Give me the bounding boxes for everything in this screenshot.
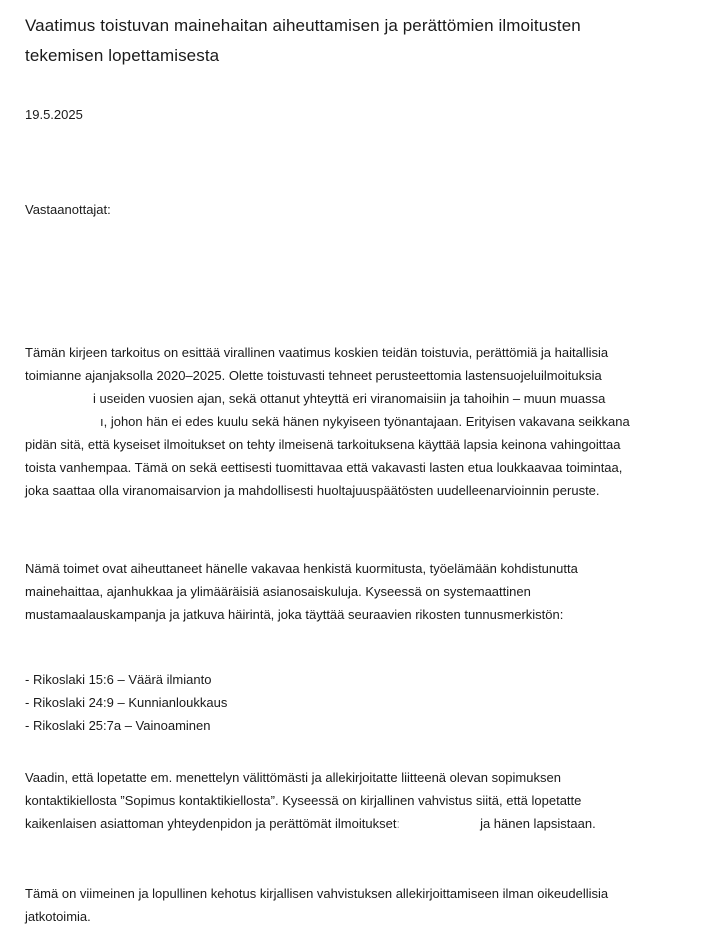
page-title [25, 11, 683, 71]
text-line [25, 410, 683, 433]
paragraph-harm-description [25, 557, 683, 626]
text-line: kontaktikiellosta ”Sopimus kontaktikiellosta”. Kyseessä on kirjallinen vahvistus siitä, että lopetatte [25, 793, 582, 808]
redacted-name-gap [25, 425, 100, 426]
title-line-2: tekemisen lopettamisesta [25, 46, 220, 65]
redacted-name-gap [25, 402, 93, 403]
text-line: Tämän kirjeen tarkoitus on esittää virallinen vaatimus koskien teidän toistuvia, perättömiä ja haitallisia [25, 345, 609, 360]
text-line [25, 812, 683, 835]
text-line: Tämä on viimeinen ja lopullinen kehotus kirjallisen vahvistuksen allekirjoittamiseen ilman oikeudellisia [25, 886, 609, 901]
text-line [25, 387, 683, 410]
text-line: jatkotoimia. [25, 909, 91, 924]
paragraph-demand-action [25, 766, 683, 835]
text-line: pidän sitä, että kyseiset ilmoitukset on tehty ilmeisenä tarkoituksena käyttää lapsia keinona vahingoittaa [25, 437, 621, 452]
text-fragment: ja hänen lapsistaan. [480, 816, 596, 831]
paragraph-final-notice [25, 882, 683, 928]
text-line: joka saattaa olla viranomaisarvion ja mahdollisesti huoltajuuspäätösten uudelleenarvioinnin peruste. [25, 483, 600, 498]
offense-list [25, 668, 683, 737]
list-item: - Rikoslaki 25:7a – Vainoaminen [25, 718, 211, 733]
text-fragment: i useiden vuosien ajan, sekä ottanut yhteyttä eri viranomaisiin ja tahoihin – muun muassa [93, 391, 606, 406]
redaction-remnant: : [396, 816, 401, 831]
title-line-1: Vaatimus toistuvan mainehaitan aiheuttamisen ja perättömien ilmoitusten [25, 16, 581, 35]
text-fragment: ı, johon hän ei edes kuulu sekä hänen nykyiseen työnantajaan. Erityisen vakavana seikkana [100, 414, 630, 429]
text-fragment: kaikenlaisen asiattoman yhteydenpidon ja perättömät ilmoitukset [25, 816, 397, 831]
list-item: - Rikoslaki 15:6 – Väärä ilmianto [25, 672, 212, 687]
text-line: Vaadin, että lopetatte em. menettelyn välittömästi ja allekirjoitatte liitteenä olevan sopimuksen [25, 770, 561, 785]
text-line: mustamaalauskampanja ja jatkuva häirintä, joka täyttää seuraavien rikosten tunnusmerkistön: [25, 607, 564, 622]
text-line: mainehaittaa, ajanhukkaa ja ylimääräisiä asianosaiskuluja. Kyseessä on systemaattinen [25, 584, 531, 599]
text-line: toista vanhempaa. Tämä on sekä eettisesti tuomittavaa että vakavasti lasten etua loukkaavaa toimintaa, [25, 460, 623, 475]
text-line: toimianne ajanjaksolla 2020–2025. Olette toistuvasti tehneet perusteettomia lastensuojeluilmoituksia [25, 368, 602, 383]
text-line: Nämä toimet ovat aiheuttaneet hänelle vakavaa henkistä kuormitusta, työelämään kohdistunutta [25, 561, 578, 576]
redacted-name-gap [400, 827, 480, 828]
paragraph-demand-intro [25, 341, 683, 502]
list-item: - Rikoslaki 24:9 – Kunnianloukkaus [25, 695, 228, 710]
date-line: 19.5.2025 [25, 107, 83, 122]
recipients-label: Vastaanottajat: [25, 202, 111, 217]
